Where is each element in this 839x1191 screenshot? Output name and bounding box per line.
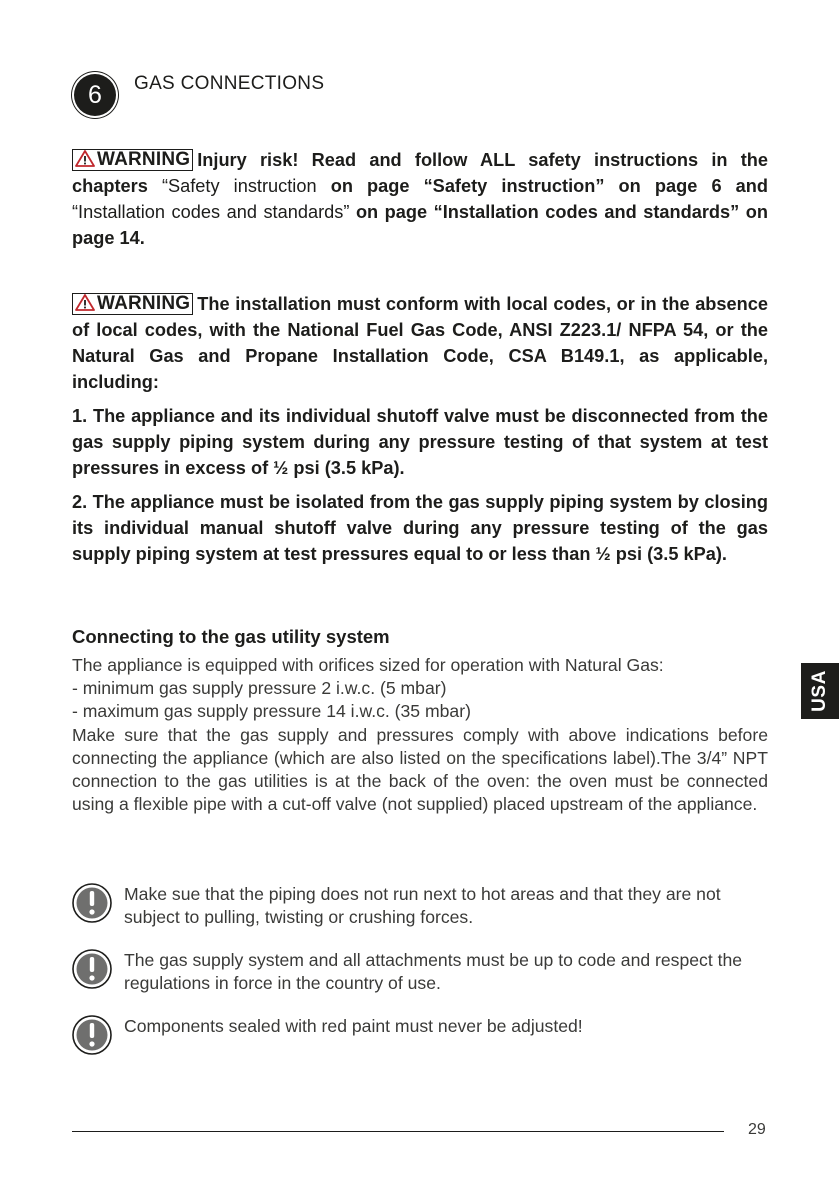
- note-red-paint: [72, 1015, 772, 1065]
- warning-2-item-2: 2. The appliance must be isolated from the gas supply piping system by closing its individual manual shutoff valve during any pressure testing of the gas supply piping system at test pressures equal to or less than ½ psi (3.5 kPa).: [72, 492, 768, 564]
- exclamation-icon: [72, 1015, 112, 1055]
- warning-label: [72, 293, 193, 315]
- note-text: The gas supply system and all attachments must be up to code and respect the regulations in force in the country of use.: [124, 950, 743, 993]
- warning-label: [72, 149, 193, 171]
- country-side-tab: [801, 663, 839, 719]
- note-piping: [72, 883, 772, 933]
- max-pressure-line: - maximum gas supply pressure 14 i.w.c. (35 mbar): [72, 701, 471, 722]
- section-heading: Connecting to the gas utility system: [72, 626, 390, 647]
- note-text: Make sue that the piping does not run next to hot areas and that they are not subject to pulling, twisting or crushing forces.: [124, 884, 721, 927]
- section-body: [72, 654, 768, 816]
- warning-1-part-3: on page “Installation codes and standards” on page 14.: [72, 202, 768, 248]
- warning-1-part-1: Injury risk! Read and follow ALL safety instructions in the chapters: [72, 150, 768, 196]
- section-details: Make sure that the gas supply and pressures comply with above indications before connecting the appliance (which are also listed on the specifications label).The 3/4” NPT connection to the gas utilities is at the back of the oven: the oven must be connected using a flexible pipe with a cut-off valve (not supplied) placed upstream of the appliance.: [72, 724, 768, 815]
- chapter-title: GAS CONNECTIONS: [134, 73, 325, 94]
- warning-2-intro-text: The installation must conform with local codes, or in the absence of local codes, with the National Fuel Gas Code, ANSI Z223.1/ NFPA 54, or the Natural Gas and Propane Installation Code, CSA B149.1, as applicable, including:: [72, 294, 768, 392]
- country-side-tab-label: USA: [809, 670, 830, 712]
- warning-2-item-1: 1. The appliance and its individual shutoff valve must be disconnected from the gas supply piping system during any pressure testing of that system at test pressures in excess of ½ psi (3.5 kPa).: [72, 406, 768, 478]
- warning-2-intro: [72, 291, 768, 395]
- min-pressure-line: - minimum gas supply pressure 2 i.w.c. (5 mbar): [72, 678, 447, 699]
- warning-1-part-2: on page “Safety instruction” on page 6 and: [330, 176, 769, 196]
- exclamation-icon: [72, 949, 112, 989]
- footer-divider: [72, 1131, 724, 1132]
- exclamation-icon: [72, 883, 112, 923]
- page-number: 29: [748, 1121, 766, 1138]
- section-intro: The appliance is equipped with orifices sized for operation with Natural Gas:: [72, 655, 664, 675]
- warning-label-text: WARNING: [97, 293, 191, 314]
- note-gas-supply: [72, 949, 772, 999]
- warning-block-installation-codes: [72, 291, 768, 567]
- warning-triangle-icon: [75, 150, 95, 167]
- warning-1-link-safety: “Safety instruction: [161, 176, 317, 196]
- warning-1-link-codes: “Installation codes and standards”: [72, 202, 350, 222]
- warning-label-text: WARNING: [97, 149, 191, 170]
- warning-block-safety-reference: [72, 147, 768, 251]
- warning-triangle-icon: [75, 294, 95, 311]
- chapter-number-badge: 6: [72, 72, 118, 118]
- note-text: Components sealed with red paint must never be adjusted!: [124, 1016, 583, 1036]
